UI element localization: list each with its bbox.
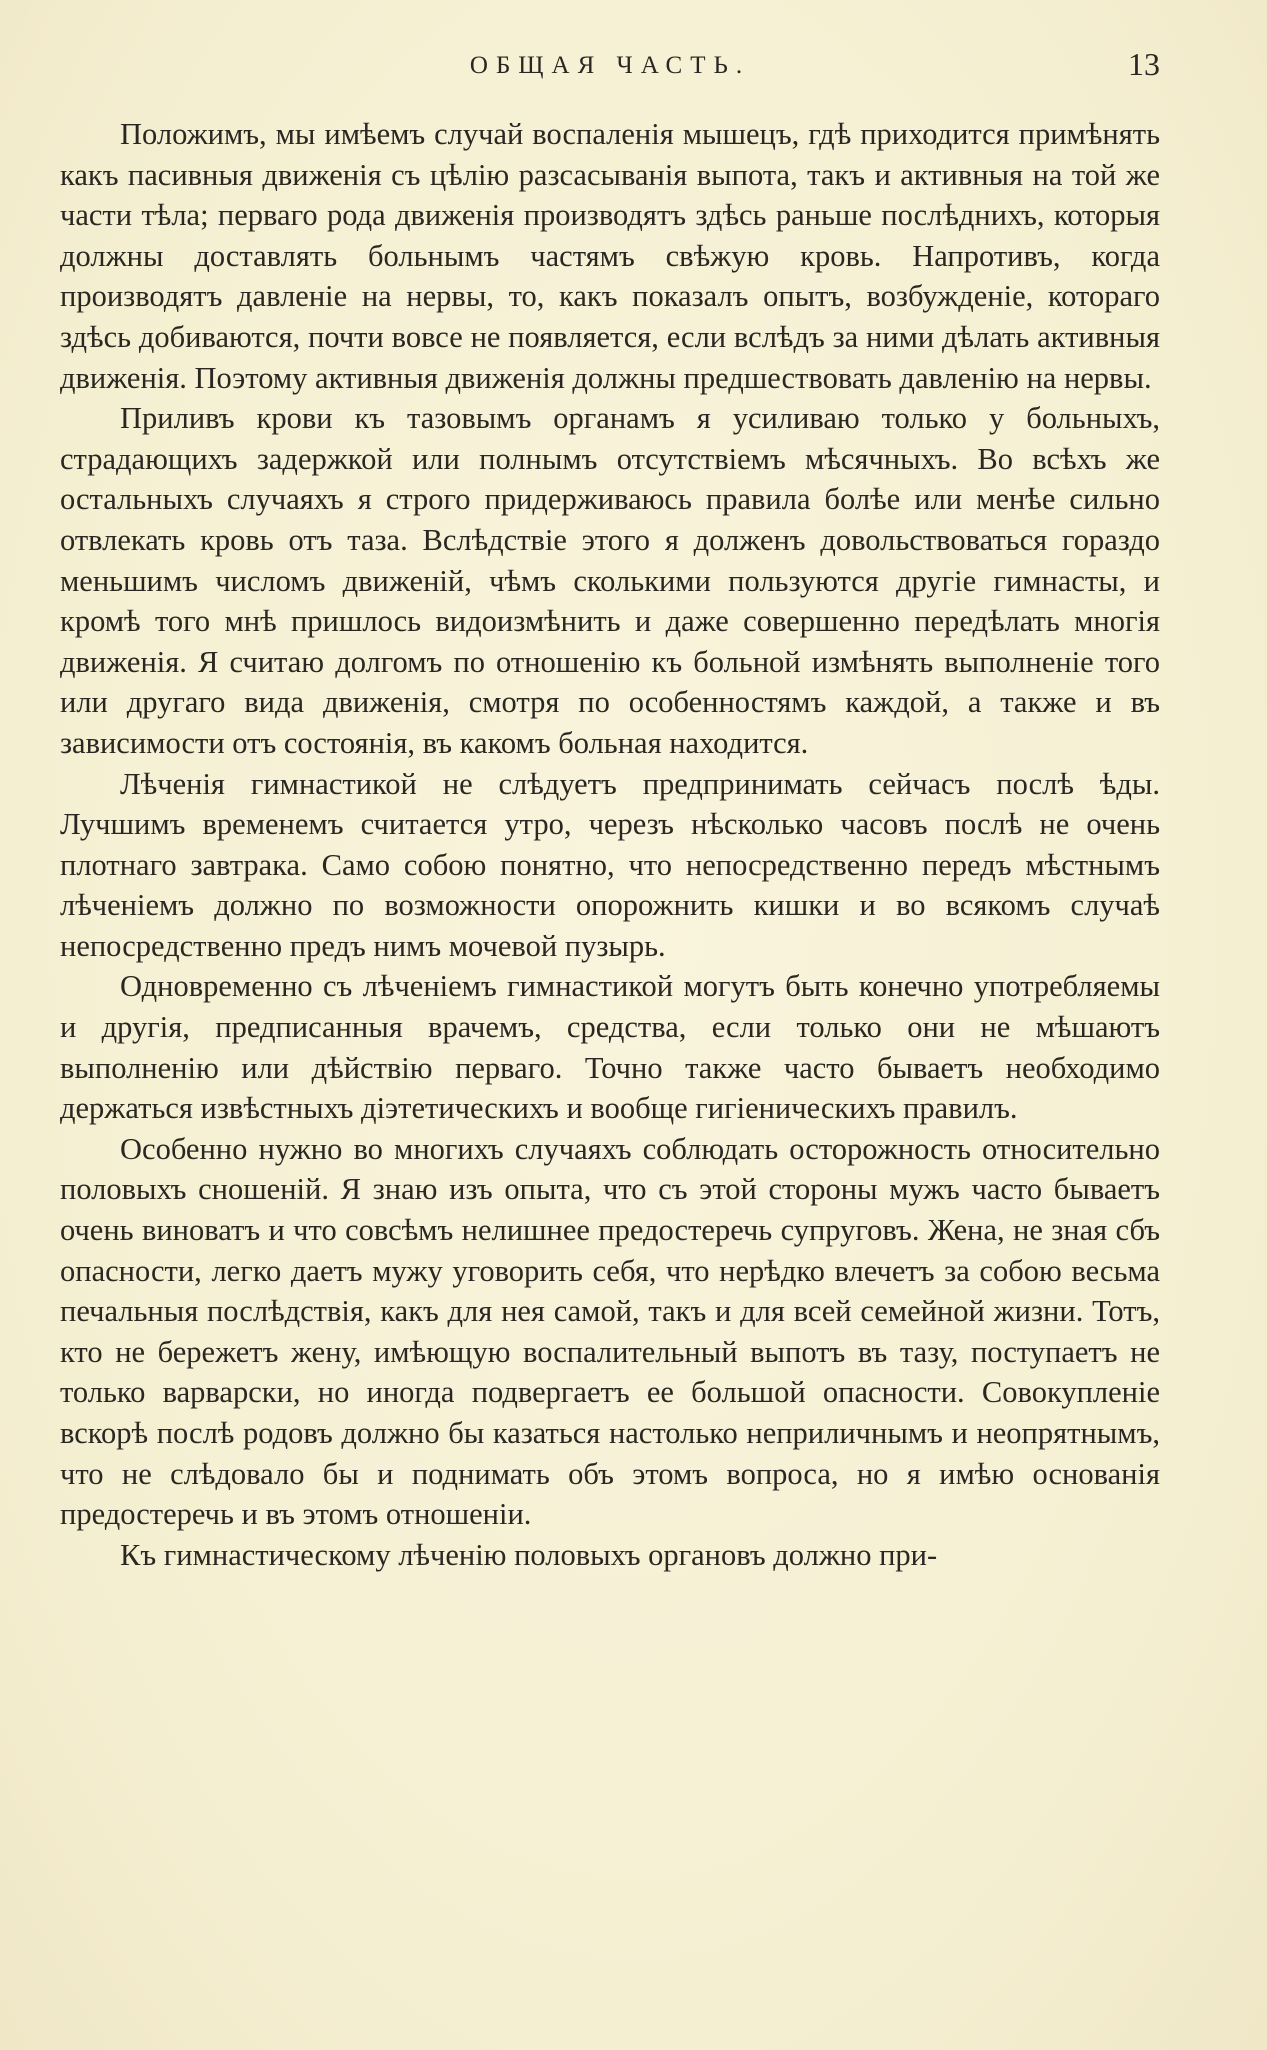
running-header — [60, 46, 1160, 92]
paragraph-2: Приливъ крови къ тазовымъ органамъ я усиливаю только у больныхъ, страдающихъ задержкой или полнымъ отсутствіемъ мѣсячныхъ. Во всѣхъ же остальныхъ случаяхъ я строго придерживаюсь правила болѣе или менѣе сильно отвлекать кровь отъ таза. Вслѣдствіе этого я долженъ довольствоваться гораздо меньшимъ числомъ движеній, чѣмъ сколькими пользуются другіе гимнасты, и кромѣ того мнѣ пришлось видоизмѣнить и даже совершенно передѣлать многія движенія. Я считаю долгомъ по отношенію къ больной измѣнять выполненіе того или другаго вида движенія, смотря по особенностямъ каждой, а также и въ зависимости отъ состоянія, въ какомъ больная находится. — [60, 401, 1160, 760]
page-number: 13 — [1128, 46, 1160, 82]
paragraph-5: Особенно нужно во многихъ случаяхъ соблюдать осторожность относительно половыхъ сношеній. Я знаю изъ опыта, что съ этой стороны мужъ часто бываетъ очень виноватъ и что совсѣмъ нелишнее предостеречь супруговъ. Жена, не зная сбъ опасности, легко даетъ мужу уговорить себя, что нерѣдко влечетъ за собою весьма печальныя послѣдствія, какъ для нея самой, такъ и для всей семейной жизни. Тотъ, кто не бережетъ жену, имѣющую воспалительный выпотъ въ тазу, поступаетъ не только варварски, но иногда подвергаетъ ее большой опасности. Совокупленіе вскорѣ послѣ родовъ должно бы казаться настолько неприличнымъ и неопрятнымъ, что не слѣдовало бы и поднимать объ этомъ вопроса, но я имѣю основанія предостеречь и въ этомъ отношеніи. — [60, 1131, 1160, 1532]
paragraph-6: Къ гимнастическому лѣченію половыхъ органовъ должно при- — [120, 1537, 938, 1572]
running-title: ОБЩАЯ ЧАСТЬ. — [469, 52, 751, 79]
paragraph-4: Одновременно съ лѣченіемъ гимнастикой могутъ быть конечно употребляемы и другія, предписанныя врачемъ, средства, если только они не мѣшаютъ выполненію или дѣйствію перваго. Точно также часто бываетъ необходимо держаться извѣстныхъ діэтетическихъ и вообще гигіеническихъ правилъ. — [60, 969, 1160, 1126]
paragraph-1: Положимъ, мы имѣемъ случай воспаленія мышецъ, гдѣ приходится примѣнять какъ пасивныя движенія съ цѣлію разсасыванія выпота, такъ и активныя на той же части тѣла; перваго рода движенія производятъ здѣсь раньше послѣднихъ, которыя должны доставлять больнымъ частямъ свѣжую кровь. Напротивъ, когда производятъ давленіе на нервы, то, какъ показалъ опытъ, возбужденіе, котораго здѣсь добиваются, почти вовсе не появляется, если вслѣдъ за ними дѣлать активныя движенія. Поэтому активныя движенія должны предшествовать давленію на нервы. — [60, 117, 1160, 395]
body-text — [60, 114, 1160, 1575]
paragraph-3: Лѣченія гимнастикой не слѣдуетъ предпринимать сейчасъ послѣ ѣды. Лучшимъ временемъ считается утро, черезъ нѣсколько часовъ послѣ не очень плотнаго завтрака. Само собою понятно, что непосредственно передъ мѣстнымъ лѣченіемъ должно по возможности опорожнить кишки и во всякомъ случаѣ непосредственно предъ нимъ мочевой пузырь. — [60, 766, 1160, 963]
